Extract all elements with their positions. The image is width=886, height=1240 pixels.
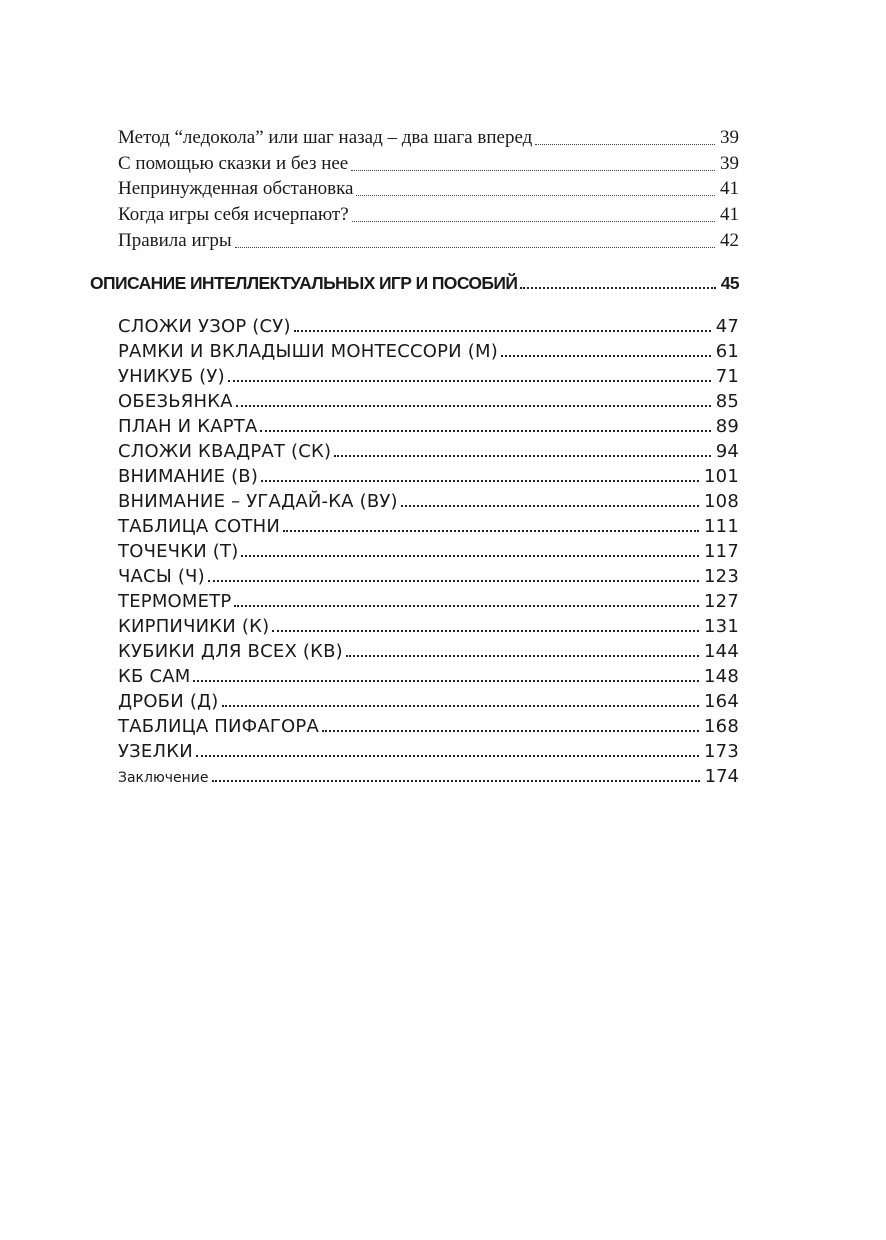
toc-entry[interactable]	[118, 391, 739, 412]
dot-leader	[208, 580, 699, 582]
toc-entry[interactable]	[118, 691, 739, 712]
toc-entry-page: 168	[704, 716, 739, 737]
toc-entry-title: УНИКУБ (У)	[118, 366, 225, 387]
toc-entry-title: ПЛАН И КАРТА	[118, 416, 258, 437]
toc-entry-title: Правила игры	[118, 230, 232, 251]
dot-leader	[234, 605, 699, 607]
dot-leader	[346, 655, 699, 657]
toc-entry-title: ВНИМАНИЕ (В)	[118, 466, 259, 487]
toc-entry[interactable]	[118, 666, 739, 687]
toc-entry-title: ОБЕЗЬЯНКА	[118, 391, 233, 412]
toc-entry-page: 39	[720, 153, 739, 174]
toc-entry-title: ТЕРМОМЕТР	[118, 591, 232, 612]
toc-entry-title: ВНИМАНИЕ – УГАДАЙ-КА (ВУ)	[118, 491, 398, 512]
toc-entry-title: УЗЕЛКИ	[118, 741, 193, 762]
dot-leader	[351, 170, 715, 171]
toc-entry[interactable]	[118, 616, 739, 637]
toc-entry-title: ЧАСЫ (Ч)	[118, 566, 205, 587]
toc-entry-page: 108	[704, 491, 739, 512]
toc-entry[interactable]	[118, 716, 739, 737]
toc-entry-title: КБ САМ	[118, 666, 191, 687]
toc-entry-page: 39	[720, 127, 739, 148]
dot-leader	[283, 530, 699, 532]
section-heading-title: ОПИСАНИЕ ИНТЕЛЛЕКТУАЛЬНЫХ ИГР И ПОСОБИЙ	[90, 273, 518, 293]
toc-entry-title: Метод “ледокола” или шаг назад – два шага вперед	[118, 127, 533, 148]
dot-leader	[294, 330, 711, 332]
toc-entry[interactable]	[118, 741, 739, 762]
toc-entry-title: ТАБЛИЦА СОТНИ	[118, 516, 280, 537]
toc-entry[interactable]	[118, 178, 739, 200]
toc-entry[interactable]	[118, 316, 739, 337]
toc-entry-title: КУБИКИ ДЛЯ ВСЕХ (КВ)	[118, 641, 343, 662]
dot-leader	[222, 705, 700, 707]
toc-entry-title: СЛОЖИ УЗОР (СУ)	[118, 316, 291, 337]
dot-leader	[352, 221, 715, 222]
dot-leader	[322, 730, 699, 732]
toc-entry[interactable]	[118, 127, 739, 149]
toc-entry-page: 101	[704, 466, 739, 487]
toc-entry-title: С помощью сказки и без нее	[118, 153, 349, 174]
toc-entry[interactable]	[118, 466, 739, 487]
toc-entry-page: 144	[704, 641, 739, 662]
toc-entry-page: 61	[715, 341, 739, 362]
toc-entry[interactable]	[118, 341, 739, 362]
toc-entry-page: 148	[704, 666, 739, 687]
toc-entry-page: 42	[720, 230, 739, 251]
toc-entry-page: 127	[704, 591, 739, 612]
dot-leader	[193, 680, 699, 682]
dot-leader	[241, 555, 699, 557]
toc-entry-conclusion[interactable]	[118, 766, 739, 787]
toc-entry-page: 111	[704, 516, 739, 537]
toc-entry-page: 117	[704, 541, 739, 562]
dot-leader	[228, 380, 711, 382]
toc-entry-page: 89	[715, 416, 739, 437]
dot-leader	[261, 480, 699, 482]
toc-entry[interactable]	[118, 204, 739, 226]
toc-entry-page: 123	[704, 566, 739, 587]
toc-entry-title: КИРПИЧИКИ (К)	[118, 616, 270, 637]
dot-leader	[334, 455, 710, 457]
toc-entry-page: 131	[704, 616, 739, 637]
toc-entry-page: 174	[704, 766, 739, 787]
toc-entry-page: 85	[715, 391, 739, 412]
section-heading-page: 45	[720, 273, 739, 293]
toc-entry-page: 94	[715, 441, 739, 462]
toc-entry-title: СЛОЖИ КВАДРАТ (СК)	[118, 441, 332, 462]
dot-leader	[520, 287, 715, 289]
dot-leader	[356, 195, 715, 196]
toc-entry-title: ТОЧЕЧКИ (Т)	[118, 541, 239, 562]
toc-entry-page: 164	[704, 691, 739, 712]
toc-entry-title: Непринужденная обстановка	[118, 178, 354, 199]
dot-leader	[235, 247, 715, 248]
toc-entry[interactable]	[118, 541, 739, 562]
toc-entry[interactable]	[118, 153, 739, 175]
toc-entry-page: 71	[715, 366, 739, 387]
dot-leader	[535, 144, 715, 145]
toc-entry-title: РАМКИ И ВКЛАДЫШИ МОНТЕССОРИ (М)	[118, 341, 498, 362]
dot-leader	[236, 405, 711, 407]
dot-leader	[260, 430, 710, 432]
toc-entry[interactable]	[118, 230, 739, 252]
toc-entry-title: ТАБЛИЦА ПИФАГОРА	[118, 716, 319, 737]
toc-entry[interactable]	[118, 591, 739, 612]
dot-leader	[501, 355, 711, 357]
toc-entry[interactable]	[118, 491, 739, 512]
toc-entry-page: 173	[704, 741, 739, 762]
toc-entry[interactable]	[118, 416, 739, 437]
dot-leader	[272, 630, 699, 632]
toc-entry-page: 41	[720, 178, 739, 199]
toc-entry[interactable]	[118, 641, 739, 662]
toc-entry[interactable]	[118, 566, 739, 587]
dot-leader	[196, 755, 699, 757]
dot-leader	[212, 780, 700, 782]
toc-entry-page: 41	[720, 204, 739, 225]
toc-entry-title: Заключение	[118, 770, 209, 786]
toc-entry[interactable]	[118, 441, 739, 462]
toc-entry[interactable]	[118, 516, 739, 537]
toc-section-heading[interactable]	[90, 273, 739, 294]
toc-entry-title: Когда игры себя исчерпают?	[118, 204, 349, 225]
dot-leader	[401, 505, 699, 507]
toc-entry-title: ДРОБИ (Д)	[118, 691, 219, 712]
toc-entry-page: 47	[715, 316, 739, 337]
toc-entry[interactable]	[118, 366, 739, 387]
